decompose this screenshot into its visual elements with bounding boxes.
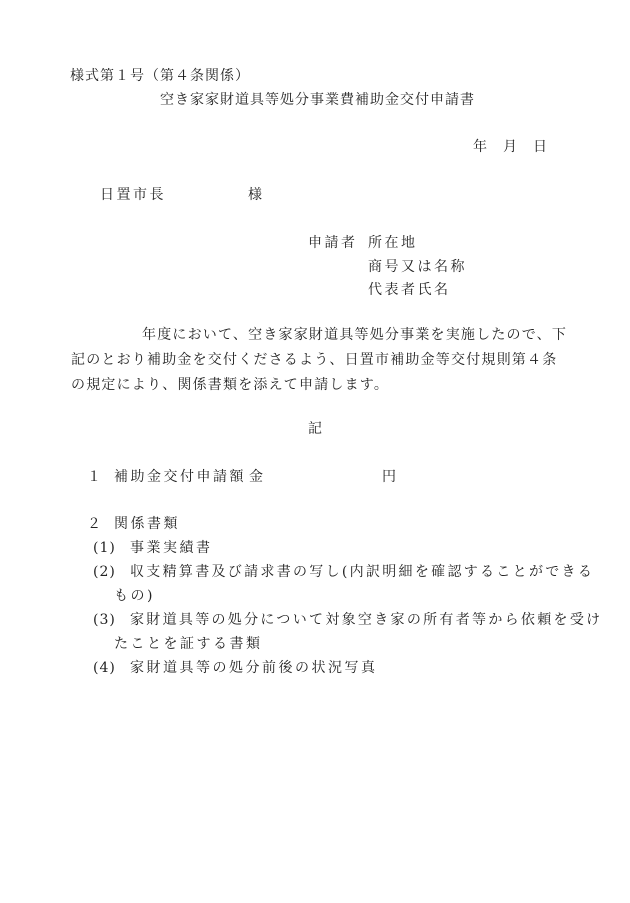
item-2-number: (2) [93, 564, 116, 580]
addressee-honorific: 様 [248, 187, 263, 203]
applicant-representative-label: 代表者氏名 [368, 282, 451, 298]
date-year: 年 [473, 139, 488, 155]
item-3-text-line-2: たことを証する書類 [114, 636, 263, 652]
form-title: 空き家家財道具等処分事業費補助金交付申請書 [160, 92, 475, 108]
body-line-1: 年度において、空き家家財道具等処分事業を実施したので、下 [142, 327, 568, 343]
applicant-address-label: 所在地 [368, 235, 418, 251]
ki-heading: 記 [308, 421, 323, 437]
addressee-name: 日置市長 [100, 187, 166, 203]
section-1-number: １ [87, 469, 102, 485]
section-2-number: ２ [87, 516, 102, 532]
item-3-text-line-1: 家財道具等の処分について対象空き家の所有者等から依頼を受け [130, 612, 603, 628]
item-4-number: (4) [93, 660, 116, 676]
item-3-number: (3) [93, 612, 116, 628]
section-1-kin: 金 [249, 469, 264, 485]
date-day: 日 [533, 139, 548, 155]
applicant-company-label: 商号又は名称 [368, 259, 467, 275]
item-1-text: 事業実績書 [130, 540, 213, 556]
item-4-text: 家財道具等の処分前後の状況写真 [130, 660, 378, 676]
applicant-label: 申請者 [308, 235, 358, 251]
section-1-label: 補助金交付申請額 [114, 469, 246, 485]
item-2-text-line-2: もの) [114, 588, 155, 604]
form-number: 様式第１号（第４条関係） [70, 68, 250, 84]
date-month: 月 [503, 139, 518, 155]
body-line-3: の規定により、関係書類を添えて申請します。 [71, 377, 390, 393]
item-1-number: (1) [93, 540, 116, 556]
section-1-yen: 円 [382, 469, 397, 485]
body-line-2: 記のとおり補助金を交付くださるよう、日置市補助金等交付規則第４条 [71, 352, 558, 368]
section-2-label: 関係書類 [114, 516, 180, 532]
item-2-text-line-1: 収支精算書及び請求書の写し(内訳明細を確認することができる [130, 564, 595, 580]
